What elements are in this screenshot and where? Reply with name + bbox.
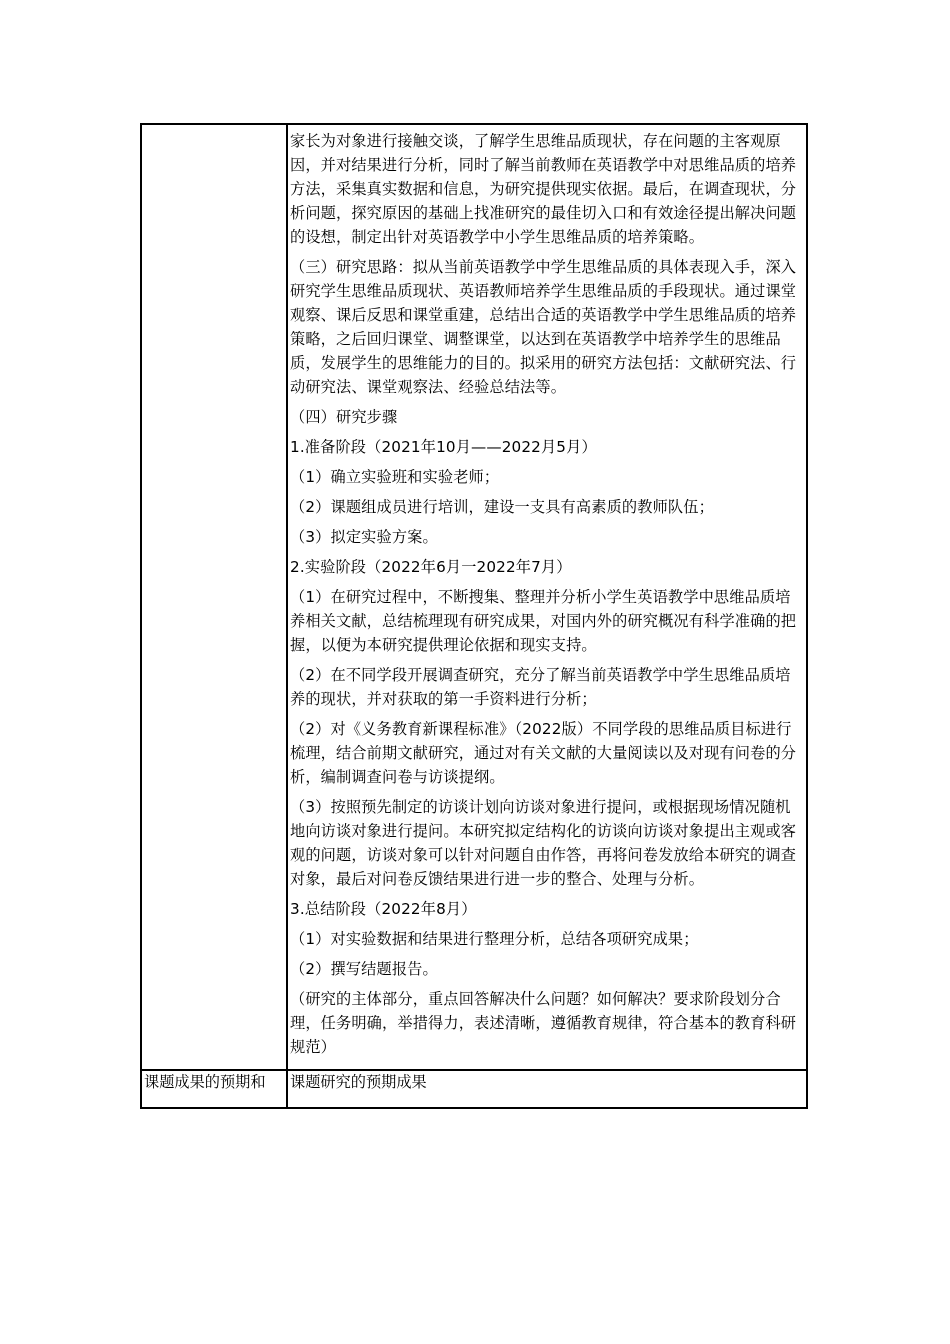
row-content-cell bbox=[287, 124, 807, 1070]
paragraph-note: （研究的主体部分，重点回答解决什么问题？如何解决？要求阶段划分合理，任务明确，举措得力，表述清晰，遵循教育规律，符合基本的教育科研规范） bbox=[290, 990, 797, 1056]
list-item: （1）在研究过程中，不断搜集、整理并分析小学生英语教学中思维品质培养相关文献，总结梳理现有研究成果，对国内外的研究概况有科学准确的把握，以便为本研究提供理论依据和现实支持。 bbox=[290, 588, 797, 654]
paragraph-research-idea: （三）研究思路：拟从当前英语教学中学生思维品质的具体表现入手，深入研究学生思维品质现状、英语教师培养学生思维品质的手段现状。通过课堂观察、课后反思和课堂重建，总结出合适的英语教学中学生思维品质的培养策略，之后回归课堂、调整课堂，以达到在英语教学中培养学生的思维品质，发展学生的思维能力的目的。拟采用的研究方法包括：文献研究法、行动研究法、课堂观察法、经验总结法等。 bbox=[290, 258, 797, 396]
table-row bbox=[141, 124, 807, 1070]
list-item: （3）按照预先制定的访谈计划向访谈对象进行提问，或根据现场情况随机地向访谈对象进行提问。本研究拟定结构化的访谈向访谈对象提出主观或客观的问题，访谈对象可以针对问题自由作答，再将问卷发放给本研究的调查对象，最后对问卷反馈结果进行进一步的整合、处理与分析。 bbox=[290, 798, 797, 888]
row-label-cell bbox=[141, 124, 287, 1070]
paragraph-methods-intro: 家长为对象进行接触交谈，了解学生思维品质现状，存在问题的主客观原因，并对结果进行分析，同时了解当前教师在英语教学中对思维品质的培养方法，采集真实数据和信息，为研究提供现实依据。最后，在调查现状，分析问题，探究原因的基础上找准研究的最佳切入口和有效途径提出解决问题的设想，制定出针对英语教学中小学生思维品质的培养策略。 bbox=[290, 132, 797, 246]
list-item: （2）对《义务教育新课程标准》（2022版）不同学段的思维品质目标进行梳理，结合前期文献研究，通过对有关文献的大量阅读以及对现有问卷的分析，编制调查问卷与访谈提纲。 bbox=[290, 720, 797, 786]
list-item: （1）确立实验班和实验老师； bbox=[290, 468, 500, 486]
list-item: （1）对实验数据和结果进行整理分析，总结各项研究成果； bbox=[290, 930, 699, 948]
list-item: （2）在不同学段开展调查研究，充分了解当前英语教学中学生思维品质培养的现状，并对获取的第一手资料进行分析； bbox=[290, 666, 791, 708]
row-label-expected-outcomes: 课题成果的预期和 bbox=[141, 1070, 287, 1108]
heading-phase-preparation: 1.准备阶段（2021年10月——2022月5月） bbox=[290, 438, 597, 456]
table-row bbox=[141, 1070, 807, 1108]
list-item: （2）课题组成员进行培训，建设一支具有高素质的教师队伍； bbox=[290, 498, 714, 516]
heading-phase-summary: 3.总结阶段（2022年8月） bbox=[290, 900, 477, 918]
heading-phase-experiment: 2.实验阶段（2022年6月一2022年7月） bbox=[290, 558, 572, 576]
research-plan-table bbox=[140, 123, 808, 1109]
row-value-expected-outcomes: 课题研究的预期成果 bbox=[287, 1070, 807, 1108]
heading-research-steps: （四）研究步骤 bbox=[290, 408, 398, 426]
list-item: （3）拟定实验方案。 bbox=[290, 528, 438, 546]
list-item: （2）撰写结题报告。 bbox=[290, 960, 438, 978]
